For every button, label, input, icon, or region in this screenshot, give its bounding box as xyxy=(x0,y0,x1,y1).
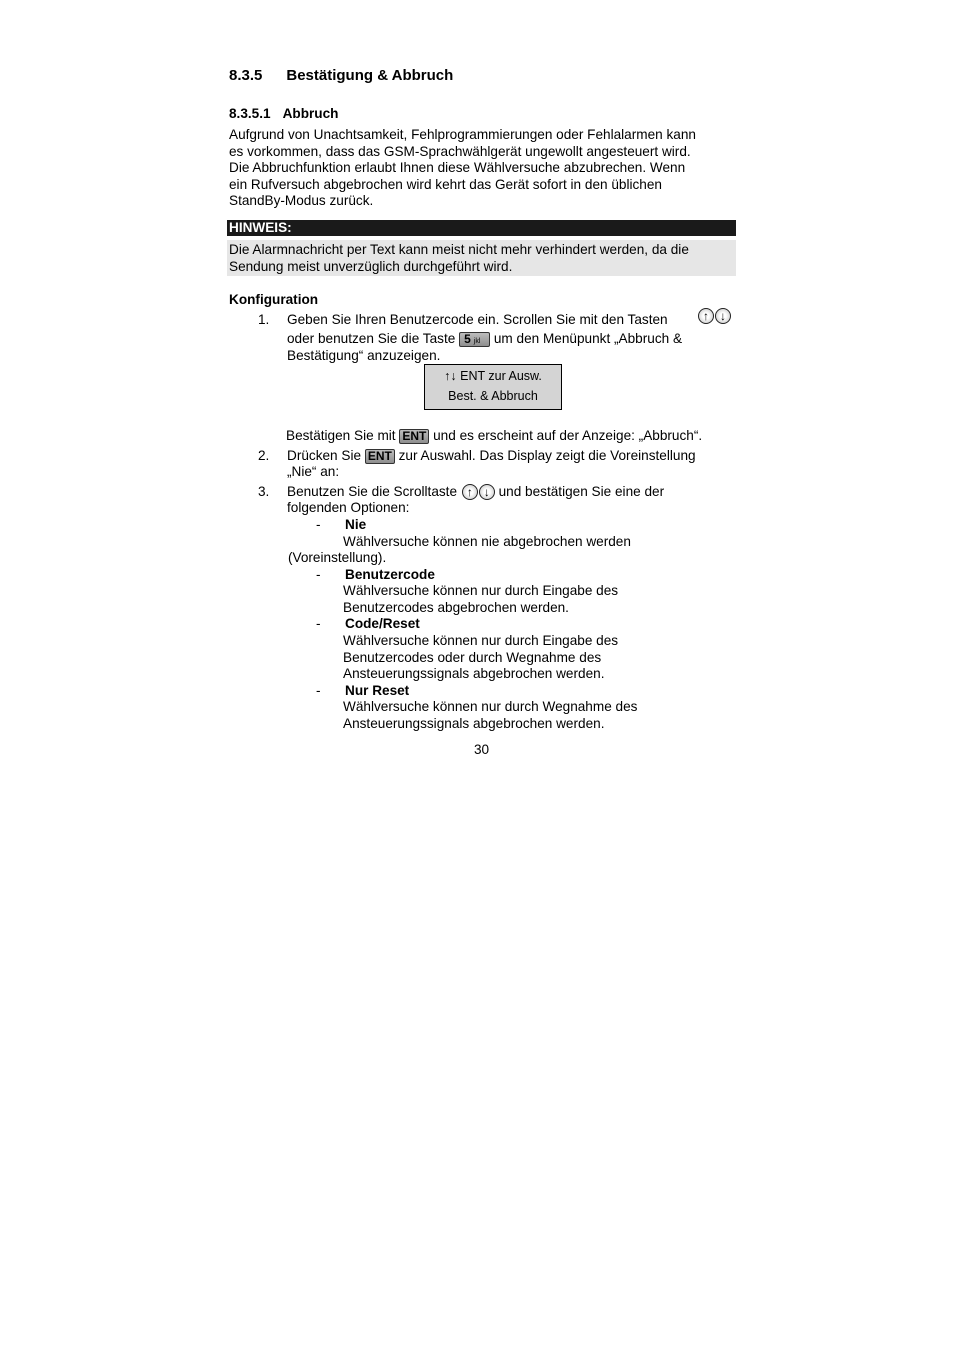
ent-key-icon: ENT xyxy=(399,429,429,444)
step1-number: 1. xyxy=(258,312,270,327)
confirm-line xyxy=(286,428,702,445)
hinweis-label: HINWEIS: xyxy=(227,220,736,236)
step3-text: und bestätigen Sie eine der xyxy=(498,484,665,499)
option-dash: - xyxy=(316,567,321,582)
option-desc-line: Wählversuche können nur durch Eingabe des xyxy=(343,633,619,648)
arrow-up-key-icon: ↑ xyxy=(462,484,478,500)
page-number: 30 xyxy=(474,742,490,757)
option-desc-line: Ansteuerungssignals abgebrochen werden. xyxy=(343,666,605,681)
intro-line: ein Rufversuch abgebrochen wird kehrt das Gerät sofort in den üblichen xyxy=(229,176,662,192)
step2-line2: „Nie“ an: xyxy=(287,464,340,479)
key-5-label: 5 xyxy=(464,331,471,346)
lcd-display xyxy=(424,364,562,410)
key-5-icon xyxy=(459,332,490,347)
step2-text: zur Auswahl. Das Display zeigt die Voreinstellung xyxy=(398,448,696,463)
intro-line: es vorkommen, dass das GSM-Sprachwählgerät ungewollt angesteuert wird. xyxy=(229,143,691,159)
option-desc xyxy=(343,583,618,616)
intro-paragraph xyxy=(229,127,739,210)
option-title-code-reset: Code/Reset xyxy=(345,616,420,631)
option-desc: Wählversuche können nie abgebrochen werden xyxy=(343,534,631,549)
key-5-sub: jkl xyxy=(473,337,481,345)
option-desc xyxy=(343,633,618,683)
step1-line1 xyxy=(287,312,668,329)
display-line1: ↑↓ ENT zur Ausw. xyxy=(444,369,542,383)
step3-text: Benutzen Sie die Scrolltaste xyxy=(287,484,458,499)
step3-line1 xyxy=(287,484,664,501)
confirm-text: und es erscheint auf der Anzeige: „Abbruch“. xyxy=(433,428,703,443)
section-heading xyxy=(229,68,453,85)
option-title-benutzercode: Benutzercode xyxy=(345,567,435,582)
intro-line: StandBy-Modus zurück. xyxy=(229,193,374,208)
option-desc xyxy=(343,699,637,732)
option-desc-line: Wählversuche können nur durch Wegnahme des xyxy=(343,699,638,714)
subsection-heading xyxy=(229,106,338,123)
option-title-nur-reset: Nur Reset xyxy=(345,683,410,698)
subsection-title: Abbruch xyxy=(282,106,339,121)
option-dash: - xyxy=(316,683,321,698)
option-desc-extra: (Voreinstellung). xyxy=(288,550,387,565)
option-dash: - xyxy=(316,517,321,532)
section-title: Bestätigung & Abbruch xyxy=(286,67,454,84)
step1-text: Geben Sie Ihren Benutzercode ein. Scrollen Sie mit den Tasten xyxy=(287,312,668,327)
arrow-up-key-icon: ↑ xyxy=(698,308,714,324)
step1-text: um den Menüpunkt „Abbruch & xyxy=(493,331,683,346)
hinweis-line: Die Alarmnachricht per Text kann meist nicht mehr verhindert werden, da die xyxy=(229,242,689,257)
hinweis-box xyxy=(227,240,736,276)
option-title-nie: Nie xyxy=(345,517,367,532)
intro-line: Aufgrund von Unachtsamkeit, Fehlprogrammierungen oder Fehlalarmen kann xyxy=(229,127,696,142)
step2-text: Drücken Sie xyxy=(287,448,362,463)
option-desc-line: Benutzercodes oder durch Wegnahme des xyxy=(343,649,602,665)
option-dash: - xyxy=(316,616,321,631)
option-desc-line: Wählversuche können nur durch Eingabe des xyxy=(343,583,619,598)
option-desc-line: Ansteuerungssignals abgebrochen werden. xyxy=(343,715,605,731)
step1-line3: Bestätigung“ anzuzeigen. xyxy=(287,348,441,363)
step3-line2: folgenden Optionen: xyxy=(287,500,410,515)
arrow-keys xyxy=(697,308,731,325)
arrow-down-key-icon: ↓ xyxy=(479,484,495,500)
step1-line2 xyxy=(287,331,682,348)
display-line2: Best. & Abbruch xyxy=(448,389,538,403)
step2-line1 xyxy=(287,448,696,465)
hinweis-line: Sendung meist unverzüglich durchgeführt wird. xyxy=(229,258,513,274)
intro-line: Die Abbruchfunktion erlaubt Ihnen diese Wählversuche abzubrechen. Wenn xyxy=(229,160,686,175)
subsection-number: 8.3.5.1 xyxy=(229,106,271,121)
option-desc-line: Benutzercodes abgebrochen werden. xyxy=(343,599,569,615)
step3-number: 3. xyxy=(258,484,270,499)
step1-text: oder benutzen Sie die Taste xyxy=(287,331,456,346)
section-number: 8.3.5 xyxy=(229,67,263,84)
confirm-text: Bestätigen Sie mit xyxy=(286,428,396,443)
step2-number: 2. xyxy=(258,448,270,463)
arrow-down-key-icon: ↓ xyxy=(715,308,731,324)
ent-key-icon: ENT xyxy=(365,449,395,464)
konfiguration-heading: Konfiguration xyxy=(229,292,319,307)
